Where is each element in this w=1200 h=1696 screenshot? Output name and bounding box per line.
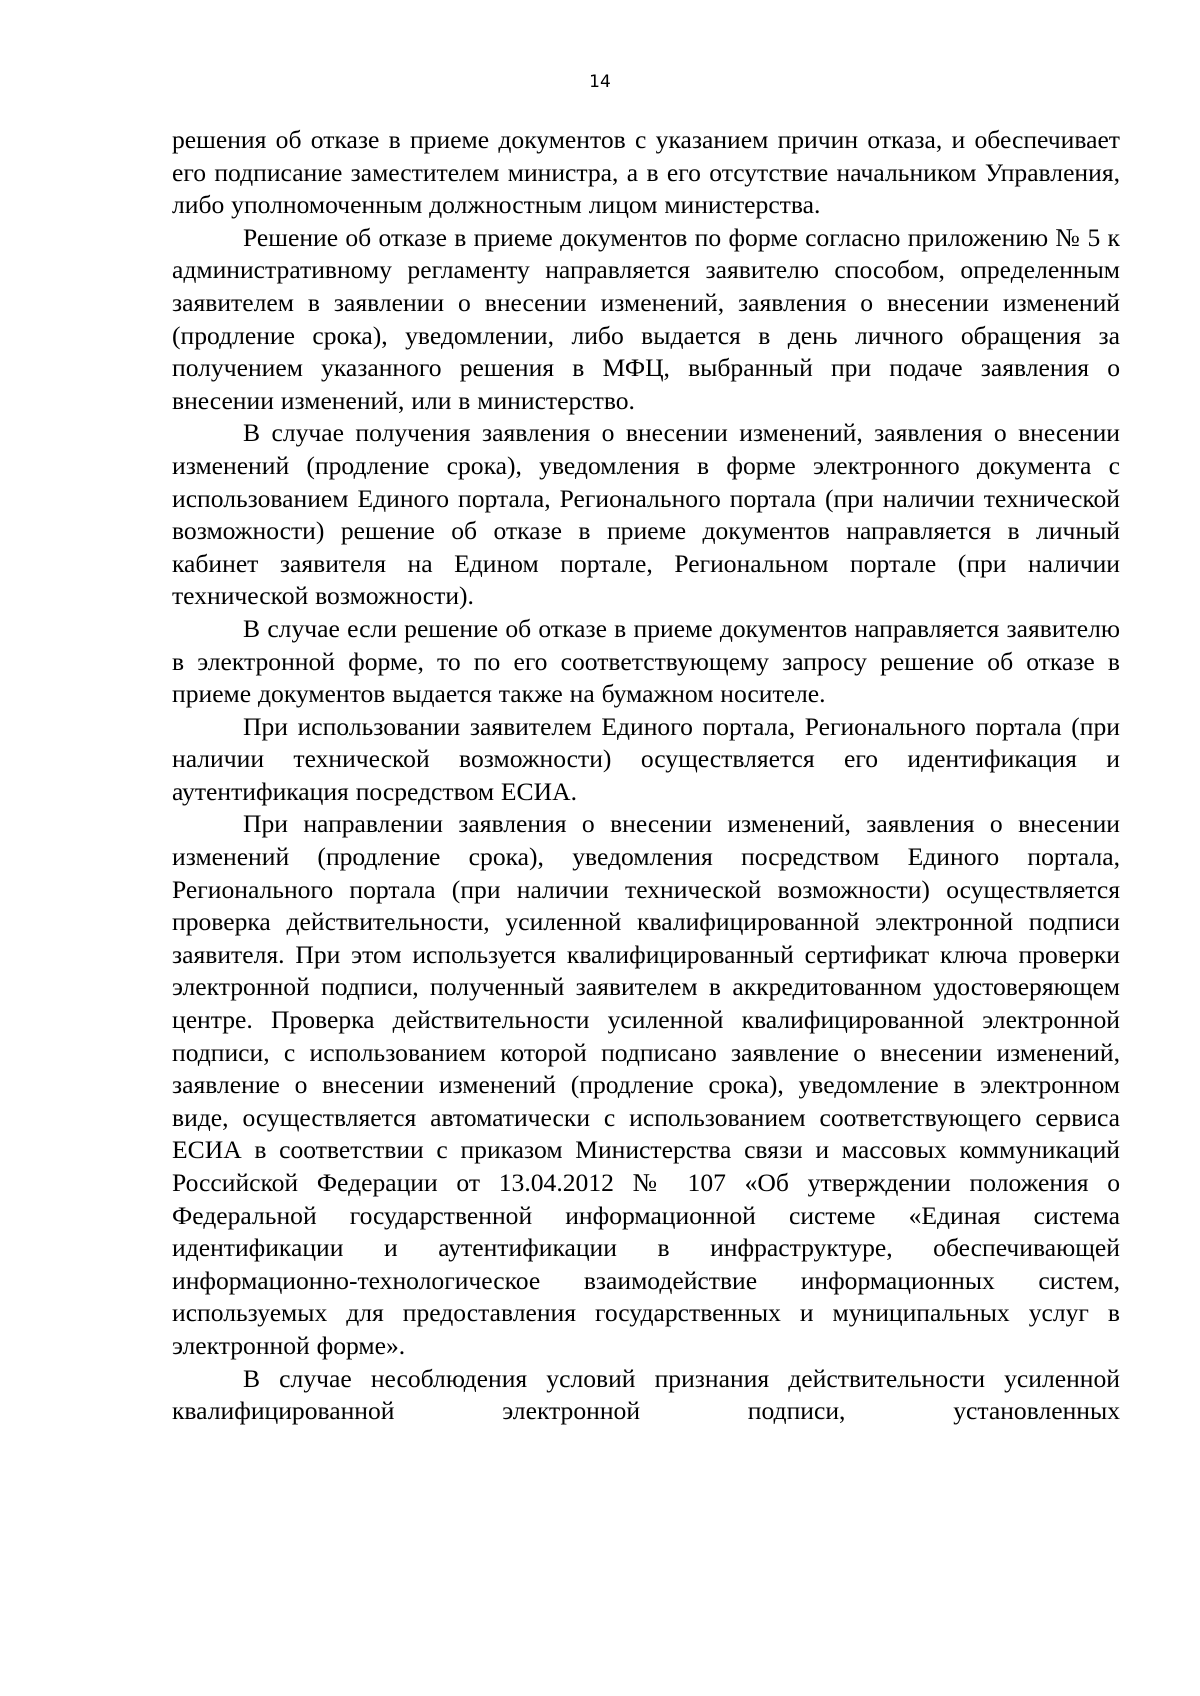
paragraph-paper-copy: В случае если решение об отказе в приеме документов направляется заявителю в электронной форме, то по его соответствующему запросу решение об отказе в приеме документов выдается также на бумажном носителе.: [172, 613, 1120, 709]
paragraph-electronic-application: В случае получения заявления о внесении изменений, заявления о внесении изменений (продление срока), уведомления в форме электронного документа с использованием Единого портала, Регионального портала (при наличии технической возможности) решение об отказе в приеме документов направляется в личный кабинет заявителя на Едином портале, Региональном портале (при наличии технической возможности).: [172, 418, 1120, 611]
paragraph-refusal-delivery: Решение об отказе в приеме документов по форме согласно приложению № 5 к административному регламенту направляется заявителю способом, определенным заявителем в заявлении о внесении изменений, заявления о внесении изменений (продление срока), уведомлении, либо выдается в день личного обращения за получением указанного решения в МФЦ, выбранный при подаче заявления о внесении изменений, или в министерство.: [172, 222, 1120, 415]
paragraph-refusal-continuation: решения об отказе в приеме документов с указанием причин отказа, и обеспечивает его подписание заместителем министра, а в его отсутствие начальником Управления, либо уполномоченным должностным лицом министерства.: [172, 125, 1120, 220]
paragraph-signature-noncompliance: В случае несоблюдения условий признания действительности усиленной квалифицированной электронной подписи, установленных: [172, 1363, 1120, 1426]
paragraph-signature-verification: При направлении заявления о внесении изменений, заявления о внесении изменений (продление срока), уведомления посредством Единого портала, Регионального портала (при наличии технической возможности) осуществляется проверка действительности, усиленной квалифицированной электронной подписи заявителя. При этом используется квалифицированный сертификат ключа проверки электронной подписи, полученный заявителем в аккредитованном удостоверяющем центре. Проверка действительности усиленной квалифицированной электронной подписи, с использованием которой подписано заявление о внесении изменений, заявление о внесении изменений (продление срока), уведомление в электронном виде, осуществляется автоматически с использованием соответствующего сервиса ЕСИА в соответствии с приказом Министерства связи и массовых коммуникаций Российской Федерации от 13.04.2012 № 107 «Об утверждении положения о Федеральной государственной информационной системе «Единая система идентификации и аутентификации в инфраструктуре, обеспечивающей информационно-технологическое взаимодействие информационных систем, используемых для предоставления государственных и муниципальных услуг в электронной форме».: [172, 809, 1120, 1360]
page-body: [172, 124, 1120, 1428]
page-number: 14: [589, 72, 611, 92]
paragraph-esia-identification: При использовании заявителем Единого портала, Регионального портала (при наличии технической возможности) осуществляется его идентификация и аутентификация посредством ЕСИА.: [172, 711, 1120, 806]
